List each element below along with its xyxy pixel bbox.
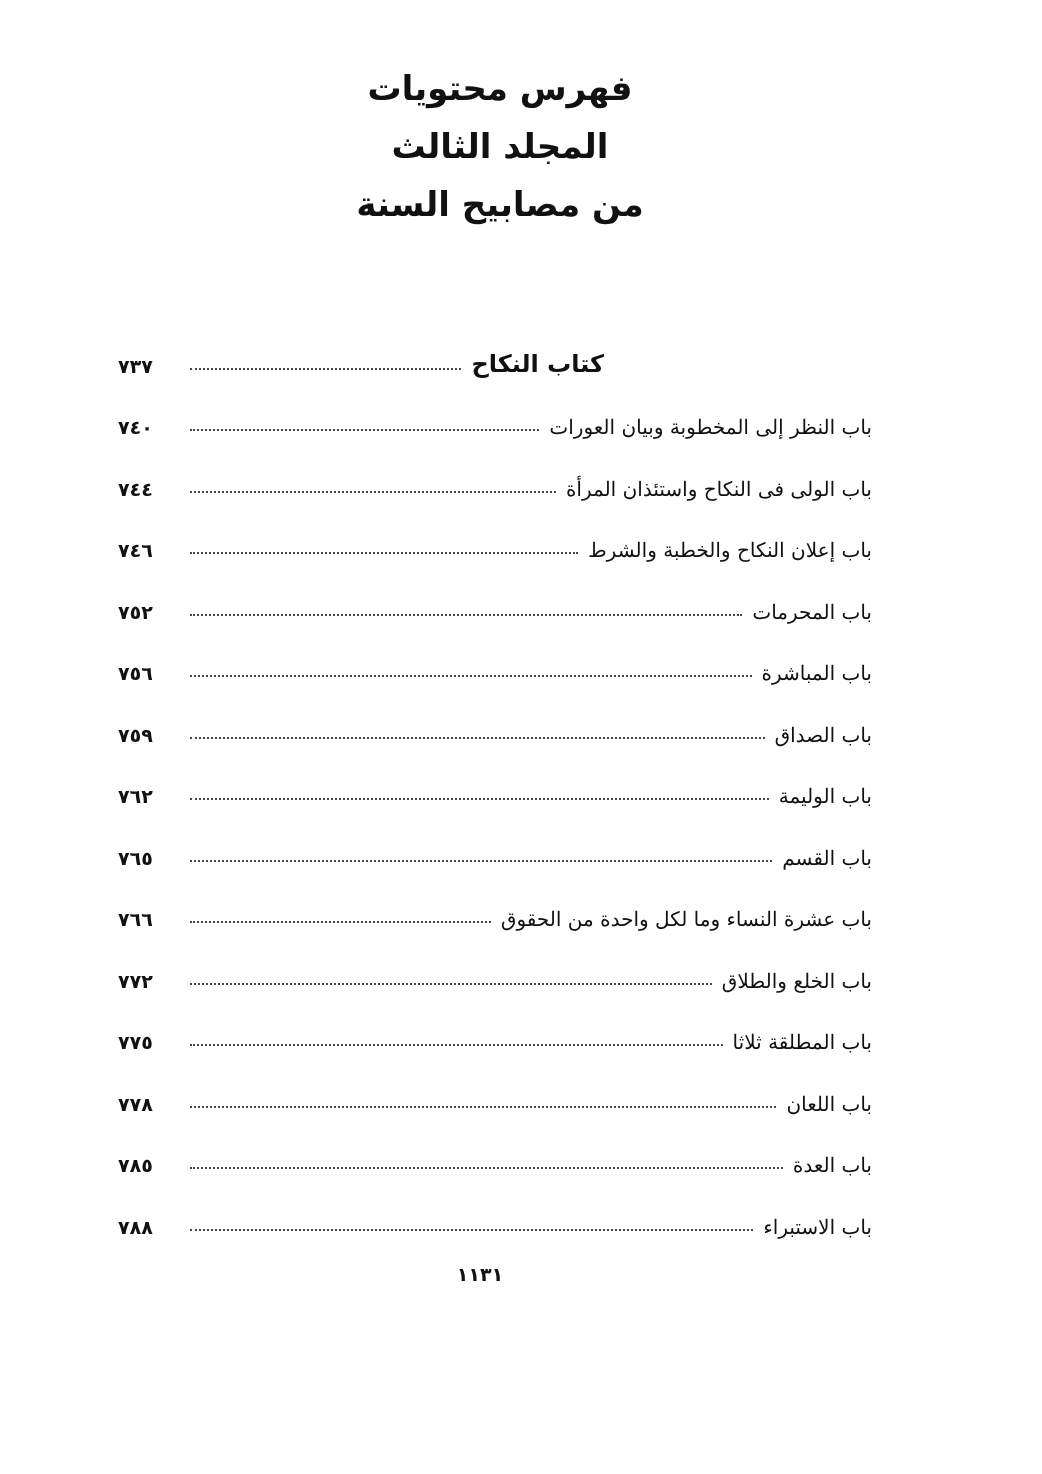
dot-leader [190,1044,723,1046]
entry-title: باب النظر إلى المخطوبة وبيان العورات [549,415,872,439]
entry-title: باب القسم [782,845,872,870]
toc-entry [118,628,872,690]
toc-entry [118,382,872,444]
entry-title: باب الوليمة [778,784,872,808]
section-page-number: ٧٣٧ [118,355,153,378]
toc-entry [118,443,872,505]
dot-leader [190,798,769,800]
toc-entry [118,566,872,628]
entry-page-number: ٧٦٦ [118,909,153,931]
table-of-contents [118,320,872,1243]
entry-title: باب اللعان [786,1091,872,1116]
dot-leader [190,429,539,431]
entry-title: باب الخلع والطلاق [721,968,872,993]
toc-entry [118,874,872,936]
dot-leader [190,491,556,493]
dot-leader [190,614,742,616]
entry-page-number: ٧٧٥ [118,1032,153,1054]
entry-title: باب إعلان النكاح والخطبة والشرط [588,538,872,562]
entry-page-number: ٧٦٢ [118,786,153,808]
dot-leader [190,1229,753,1231]
entry-title: باب المطلقة ثلاثا [732,1030,872,1054]
dot-leader [190,552,578,554]
page-number: ١١٣١ [456,1264,504,1286]
toc-entry [118,751,872,813]
entry-page-number: ٧٤٦ [118,540,153,562]
dot-leader [190,860,772,862]
dot-leader [190,983,712,985]
entry-page-number: ٧٥٩ [118,724,153,747]
toc-entry [118,935,872,997]
title-line-2: المجلد الثالث [391,127,609,167]
title-line-3: من مصابيح السنة [356,185,644,225]
title-line-1: فهرس محتويات [367,69,633,109]
entry-page-number: ٧٥٢ [118,601,153,624]
entry-page-number: ٧٦٥ [118,847,153,870]
toc-entry [118,505,872,567]
entry-title: باب المباشرة [761,661,872,685]
entry-page-number: ٧٨٥ [118,1155,153,1177]
entry-title: باب عشرة النساء وما لكل واحدة من الحقوق [500,907,872,931]
toc-entry [118,812,872,874]
entry-page-number: ٧٤٤ [118,478,153,501]
dot-leader [190,1106,776,1108]
entry-title: باب الولى فى النكاح واستئذان المرأة [565,476,872,501]
toc-entry [118,997,872,1059]
dot-leader [190,675,752,677]
toc-entry [118,1120,872,1182]
entry-page-number: ٧٨٨ [118,1216,153,1239]
entry-title: باب العدة [792,1153,872,1177]
title-block [300,60,700,234]
entry-page-number: ٧٧٨ [118,1093,153,1116]
section-title: كتاب النكاح [471,349,604,378]
toc-section-heading-row [118,320,872,382]
entry-page-number: ٧٤٠ [118,417,153,439]
toc-entry [118,1058,872,1120]
toc-entry [118,1181,872,1243]
entry-page-number: ٧٥٦ [118,663,153,685]
dot-leader [190,921,491,923]
entry-title: باب الاستبراء [763,1214,872,1239]
entry-page-number: ٧٧٢ [118,970,153,993]
entry-title: باب المحرمات [752,599,872,624]
dot-leader [190,737,765,739]
toc-entry [118,689,872,751]
entry-title: باب الصداق [774,722,872,747]
dot-leader [190,368,461,370]
dot-leader [190,1167,783,1169]
